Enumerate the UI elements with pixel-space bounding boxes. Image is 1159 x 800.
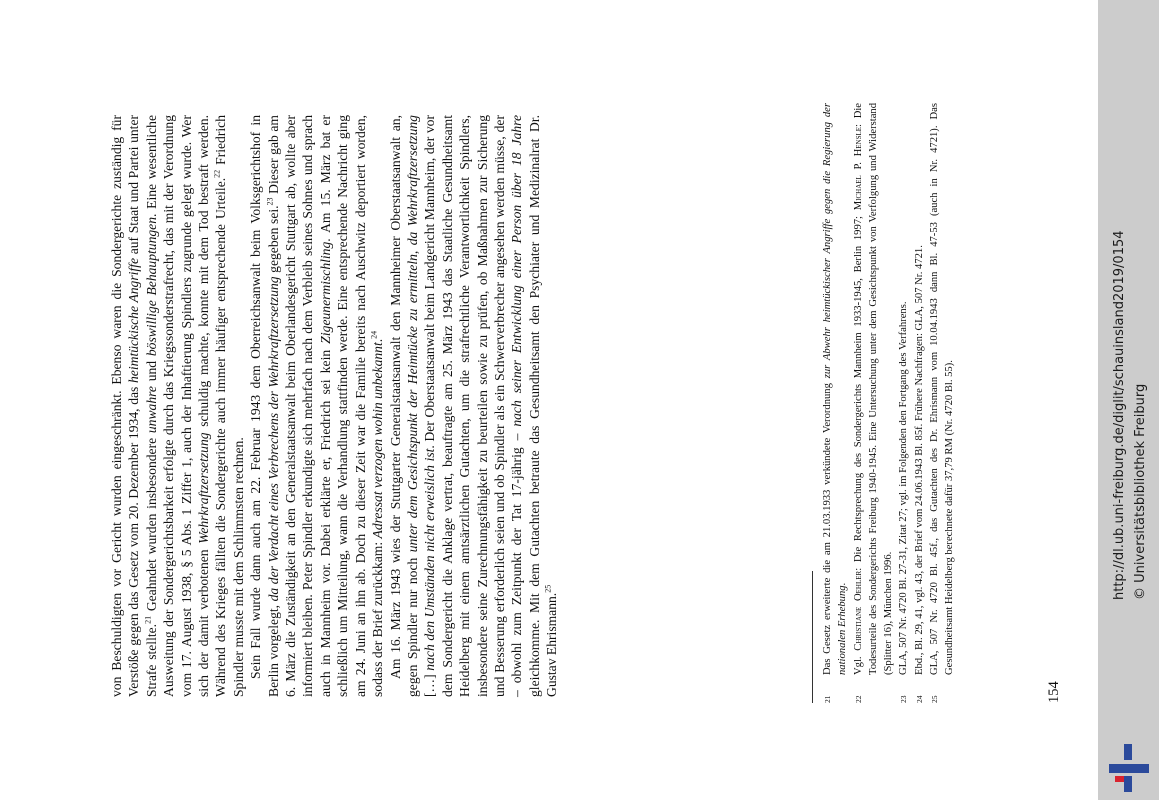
text-run: […] — [422, 670, 438, 697]
italic-run: nach seiner Entwicklung einer Person über 18 Jahre — [509, 115, 525, 427]
text-run: : Die Rechtsprechung des Sondergerichts Mannheim 1933-1945, Berlin 1997; — [852, 210, 864, 571]
footnote-number: 21 — [823, 695, 832, 703]
italic-run: Adressat verzogen wohin unbekannt — [370, 342, 386, 539]
paragraph — [387, 115, 561, 697]
text-run: von Beschuldigten vor Gericht wurden eingeschränkt. Ebenso waren die Sondergerichte zuständig für Verstöße gegen das Gesetz vom 20. Dezember 1934, das — [109, 115, 142, 697]
text-run: Dieser gab am 6. März die Zuständigkeit an den Generalstaatsanwalt beim Oberlandesgericht Stuttgart ab, wollte aber informiert bleiben. Peter Spindler erkundigte sich mehrfach nach dem Verbleib seines Sohnes und sprach auch in Mannheim vor. Dabei erklärte er, Friedrich sei kein — [265, 115, 333, 697]
copyright-notice: © Universitätsbibliothek Freiburg — [1133, 383, 1148, 600]
footnote-ref: 21 — [143, 615, 153, 624]
ub-freiburg-logo-icon — [1105, 742, 1153, 794]
paragraph — [108, 115, 247, 697]
italic-run: zur Abwehr heimtückischer Angriffe gegen die Regierung der nationalen Erhebung — [822, 103, 849, 675]
italic-run: Wehrkraftzersetzung — [196, 432, 212, 544]
permalink-url[interactable]: http://dl.ub.uni-freiburg.de/diglit/schauinsland2019/0154 — [1112, 230, 1127, 600]
text-run: . — [837, 582, 849, 586]
author-name: Michael P. Hensle — [852, 126, 864, 211]
text-run: GLA, 507 Nr. 4720 Bl. 45f., das Gutachten des Dr. Ehrismann vom 10.04.1943 dann Bl. 47-53 (auch in Nr. 4721). Das Gesundheitsamt Heidelberg berechnete dafür 37,79 RM (Nr. 4720 Bl. 55). — [929, 103, 956, 675]
footnote-text — [927, 103, 958, 675]
text-run: Das Gesetz erweiterte die am 21.03.1933 verkündete Verordnung — [822, 378, 833, 675]
italic-run: da der Verdacht eines Verbrechens der Wehrkraftzersetzung — [265, 276, 281, 602]
logo-bar-top — [1124, 744, 1132, 760]
logo-bar-bottom — [1124, 776, 1132, 792]
logo-bar-accent — [1115, 776, 1124, 782]
italic-run: heimtückische Angriffe — [126, 257, 142, 383]
italic-run: böswillige Behauptungen — [143, 216, 159, 357]
footnote — [927, 103, 958, 703]
footnote-ref: 22 — [212, 169, 222, 178]
text-run: . Am 15. März bat er schließlich um Mitteilung, wann die Verhandlung stattfinden werde. Eine entsprechende Nachricht ging am 24. Juni an ihn ab. Doch zu dieser Zeit war die Familie bereits nach Auschwitz deportiert worden, sodass der Brief zurückkam: — [317, 115, 386, 697]
footnote-ref: 23 — [265, 197, 275, 206]
text-run: . Eine wesentliche Ausweitung der Sondergerichtsbarkeit erfolgte durch das Kriegssonderstrafrecht, das mit der Verordnung vom 17. August 1938, § 5 Abs. 1 Ziffer 1, auch der Inhaftierung Spindlers zugrunde gelegt wurde. Wer sich der damit verbotenen — [143, 115, 212, 697]
footnote-number: 25 — [930, 695, 940, 703]
footnote — [851, 103, 897, 703]
text-run: . Der Oberstaatsanwalt beim Landgericht Mannheim, der vor dem Sondergericht die Anklage vertrat, beauftragte am 25. März 1943 das Staatliche Gesundheitsamt Heidelberg mit einem amtsärztlichen Gutachten, um die strafrechtliche Verantwortlichkeit Spindlers, insbesondere seine Zurechnungsfähigkeit zu beurteilen sowie zu prüfen, ob Maßnahmen zur Sicherung und Besserung erforderlich seien und ob Spindler als ein Schwerverbrecher angesehen werden müsse, der – obwohl zum Zeitpunkt der Tat 17-jährig – — [422, 115, 525, 697]
italic-run: Zigeunermischling — [317, 241, 333, 344]
text-run: GLA, 507 Nr. 4720 Bl. 27-31, Zitat 27; vgl. im Folgenden den Fortgang des Verfahrens. — [898, 301, 910, 675]
page-number: 154 — [1046, 681, 1062, 703]
sidebar-text — [1098, 0, 1159, 800]
text-run: schuldig machte, konnte mit dem Tod bestraft werden. Während des Krieges fällten die Sondergerichte auch immer häufiger entsprechende Urteile. — [196, 115, 229, 697]
italic-run: nach den Umständen nicht erweislich ist — [422, 448, 438, 671]
footnote-number: 23 — [899, 695, 909, 703]
text-run: gegeben sei. — [265, 205, 281, 277]
paragraph — [247, 115, 386, 697]
footnote-ref: 24 — [369, 330, 379, 339]
text-run: Ebd., Bl. 29, 41, vgl. 43, der Brief vom 24.06.1943 Bl. 85f. Frühere Nachfragen: GLA, 507 Nr. 4721. — [913, 245, 925, 675]
text-run: Am 16. März 1943 wies der Stuttgarter Generalstaatsanwalt den Mannheimer Oberstaatsanwalt an, gegen Spindler nur noch — [387, 115, 420, 697]
text-run: Vgl. — [852, 650, 864, 675]
footnote-separator — [812, 571, 813, 703]
text-run: Geahndet wurden insbesondere — [143, 433, 159, 616]
footnote-number: 22 — [853, 695, 863, 703]
text-run: Sein Fall wurde dann auch am 22. Februar 1943 dem Oberreichsanwalt beim Volksgerichtshof in Berlin vorgelegt, — [248, 115, 281, 697]
text-run: und — [143, 356, 159, 387]
footnote-text — [820, 103, 851, 675]
italic-run: unwahre — [143, 386, 159, 434]
footnote-number: 24 — [914, 695, 924, 703]
footnote — [896, 103, 911, 703]
footnote — [820, 103, 851, 703]
body-text — [108, 115, 561, 697]
italic-run: unter dem Gesichtspunkt der Heimtücke zu ermitteln, da Wehrkraftzersetzung — [404, 115, 420, 553]
author-name: Christiane Oehler — [852, 570, 864, 651]
logo-bar-main — [1109, 764, 1149, 773]
footnote-ref: 25 — [543, 584, 553, 593]
text-run: auf Staat und Partei unter Strafe stellte. — [126, 114, 159, 697]
footnotes — [820, 103, 958, 703]
library-sidebar — [1098, 0, 1159, 800]
text-run: : Die Todesurteile des Sondergerichts Freiburg 1940-1945. Eine Untersuchung unter dem Gesichtspunkt von Verfolgung und Widerstand (Splitter 16), München 1996. — [852, 102, 895, 675]
footnote-text — [896, 103, 911, 675]
text-run: . — [370, 338, 386, 343]
footnote-text — [912, 103, 927, 675]
text-run: Friedrich Spindler musste mit dem Schlimmsten rechnen. — [213, 115, 246, 697]
footnote — [912, 103, 927, 703]
footnote-text — [851, 103, 897, 675]
text-run: gleichkomme. Mit dem Gutachten betraute das Gesundheitsamt den Psychiater und Medizinalrat Dr. Gustav Ehrismann. — [526, 115, 560, 697]
